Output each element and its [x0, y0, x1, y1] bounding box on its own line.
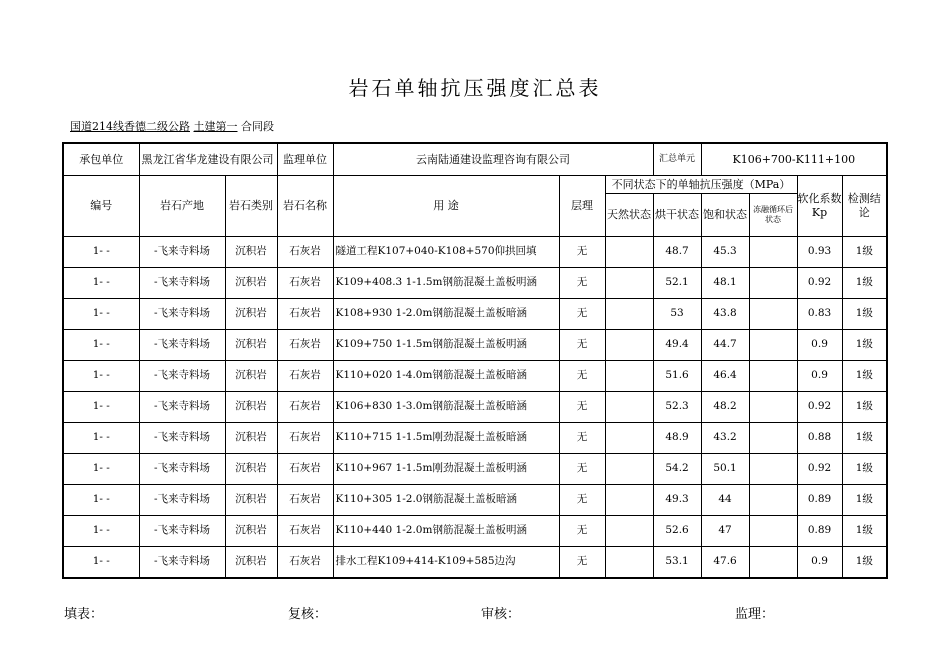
cell-name: 石灰岩: [277, 454, 333, 485]
cell-name: 石灰岩: [277, 330, 333, 361]
cell-natural: [605, 516, 653, 547]
cell-category: 沉积岩: [225, 485, 277, 516]
cell-softening: 0.93: [797, 237, 842, 268]
cell-dry: 52.1: [653, 268, 701, 299]
col-category: 岩石类别: [225, 176, 277, 237]
cell-freeze: [749, 423, 797, 454]
cell-conclusion: 1级: [842, 361, 887, 392]
cell-category: 沉积岩: [225, 423, 277, 454]
project-line: [70, 118, 274, 134]
cell-id: 1- -: [63, 299, 139, 330]
cell-category: 沉积岩: [225, 392, 277, 423]
cell-conclusion: 1级: [842, 454, 887, 485]
cell-conclusion: 1级: [842, 485, 887, 516]
cell-dry: 48.9: [653, 423, 701, 454]
cell-usage: K109+408.3 1-1.5m钢筋混凝土盖板明涵: [333, 268, 559, 299]
cell-natural: [605, 299, 653, 330]
cell-freeze: [749, 237, 797, 268]
cell-usage: 隧道工程K107+040-K108+570仰拱回填: [333, 237, 559, 268]
cell-saturated: 47.6: [701, 547, 749, 579]
cell-natural: [605, 454, 653, 485]
cell-dry: 52.3: [653, 392, 701, 423]
strength-summary-table: [62, 142, 888, 579]
col-dry: 烘干状态: [653, 194, 701, 237]
col-origin: 岩石产地: [139, 176, 225, 237]
cell-origin: -飞来寺料场: [139, 454, 225, 485]
cell-dry: 49.3: [653, 485, 701, 516]
cell-id: 1- -: [63, 485, 139, 516]
cell-softening: 0.92: [797, 454, 842, 485]
cell-conclusion: 1级: [842, 516, 887, 547]
col-softening: 软化系数Kp: [797, 176, 842, 237]
col-saturated: 饱和状态: [701, 194, 749, 237]
cell-dry: 49.4: [653, 330, 701, 361]
cell-natural: [605, 361, 653, 392]
cell-origin: -飞来寺料场: [139, 268, 225, 299]
table-row: [63, 423, 887, 454]
cell-conclusion: 1级: [842, 237, 887, 268]
cell-origin: -飞来寺料场: [139, 237, 225, 268]
column-header-row-1: [63, 176, 887, 194]
cell-name: 石灰岩: [277, 299, 333, 330]
cell-dry: 53: [653, 299, 701, 330]
col-natural: 天然状态: [605, 194, 653, 237]
cell-freeze: [749, 299, 797, 330]
cell-freeze: [749, 485, 797, 516]
cell-softening: 0.89: [797, 485, 842, 516]
cell-layer: 无: [559, 547, 605, 579]
table-row: [63, 392, 887, 423]
cell-softening: 0.89: [797, 516, 842, 547]
table-body: [63, 237, 887, 579]
table-row: [63, 485, 887, 516]
cell-layer: 无: [559, 423, 605, 454]
cell-softening: 0.88: [797, 423, 842, 454]
contractor-label: 承包单位: [63, 143, 139, 176]
cell-category: 沉积岩: [225, 361, 277, 392]
cell-freeze: [749, 547, 797, 579]
table-row: [63, 237, 887, 268]
cell-origin: -飞来寺料场: [139, 516, 225, 547]
cell-freeze: [749, 392, 797, 423]
cell-conclusion: 1级: [842, 330, 887, 361]
project-section: 土建第一: [193, 120, 238, 133]
cell-softening: 0.9: [797, 361, 842, 392]
cell-saturated: 50.1: [701, 454, 749, 485]
cell-id: 1- -: [63, 237, 139, 268]
cell-softening: 0.83: [797, 299, 842, 330]
cell-dry: 53.1: [653, 547, 701, 579]
supervisor-label: 监理单位: [277, 143, 333, 176]
cell-id: 1- -: [63, 516, 139, 547]
cell-freeze: [749, 516, 797, 547]
footer-filler: 填表：: [64, 607, 104, 622]
cell-saturated: 45.3: [701, 237, 749, 268]
cell-dry: 48.7: [653, 237, 701, 268]
cell-softening: 0.92: [797, 268, 842, 299]
cell-saturated: 47: [701, 516, 749, 547]
cell-id: 1- -: [63, 454, 139, 485]
cell-saturated: 48.1: [701, 268, 749, 299]
cell-origin: -飞来寺料场: [139, 485, 225, 516]
cell-saturated: 46.4: [701, 361, 749, 392]
cell-category: 沉积岩: [225, 516, 277, 547]
cell-name: 石灰岩: [277, 268, 333, 299]
cell-saturated: 48.2: [701, 392, 749, 423]
cell-natural: [605, 237, 653, 268]
table-row: [63, 454, 887, 485]
summary-unit-label: 汇总单元: [653, 143, 701, 176]
cell-id: 1- -: [63, 547, 139, 579]
cell-softening: 0.92: [797, 392, 842, 423]
cell-usage: K106+830 1-3.0m钢筋混凝土盖板暗涵: [333, 392, 559, 423]
cell-layer: 无: [559, 299, 605, 330]
cell-saturated: 43.8: [701, 299, 749, 330]
footer-supervisor: 监理：: [735, 607, 775, 622]
cell-layer: 无: [559, 485, 605, 516]
cell-origin: -飞来寺料场: [139, 330, 225, 361]
cell-usage: K110+967 1-1.5m刚劲混凝土盖板明涵: [333, 454, 559, 485]
cell-freeze: [749, 361, 797, 392]
cell-natural: [605, 392, 653, 423]
col-usage: 用 途: [333, 176, 559, 237]
cell-freeze: [749, 330, 797, 361]
cell-name: 石灰岩: [277, 485, 333, 516]
cell-usage: K110+020 1-4.0m钢筋混凝土盖板暗涵: [333, 361, 559, 392]
cell-layer: 无: [559, 392, 605, 423]
cell-usage: K110+305 1-2.0钢筋混凝土盖板暗涵: [333, 485, 559, 516]
project-prefix: 国道214线香德二级公路: [70, 120, 190, 133]
summary-unit-value: K106+700-K111+100: [701, 143, 887, 176]
cell-id: 1- -: [63, 423, 139, 454]
cell-conclusion: 1级: [842, 392, 887, 423]
page-title: 岩石单轴抗压强度汇总表: [348, 76, 602, 100]
cell-saturated: 44.7: [701, 330, 749, 361]
cell-category: 沉积岩: [225, 237, 277, 268]
cell-name: 石灰岩: [277, 547, 333, 579]
cell-natural: [605, 423, 653, 454]
cell-origin: -飞来寺料场: [139, 423, 225, 454]
cell-id: 1- -: [63, 392, 139, 423]
cell-layer: 无: [559, 268, 605, 299]
col-strength-group: 不同状态下的单轴抗压强度（MPa）: [605, 176, 797, 194]
cell-natural: [605, 547, 653, 579]
table-row: [63, 361, 887, 392]
cell-origin: -飞来寺料场: [139, 547, 225, 579]
col-name: 岩石名称: [277, 176, 333, 237]
cell-name: 石灰岩: [277, 516, 333, 547]
footer-reviewer: 复核：: [288, 607, 328, 622]
cell-layer: 无: [559, 237, 605, 268]
cell-usage: 排水工程K109+414-K109+585边沟: [333, 547, 559, 579]
cell-usage: K108+930 1-2.0m钢筋混凝土盖板暗涵: [333, 299, 559, 330]
cell-freeze: [749, 454, 797, 485]
supervisor-value: 云南陆通建设监理咨询有限公司: [333, 143, 653, 176]
col-id: 编号: [63, 176, 139, 237]
cell-category: 沉积岩: [225, 299, 277, 330]
cell-dry: 52.6: [653, 516, 701, 547]
col-conclusion: 检测结论: [842, 176, 887, 237]
cell-origin: -飞来寺料场: [139, 299, 225, 330]
cell-dry: 51.6: [653, 361, 701, 392]
table-row: [63, 516, 887, 547]
cell-category: 沉积岩: [225, 547, 277, 579]
cell-name: 石灰岩: [277, 361, 333, 392]
cell-saturated: 44: [701, 485, 749, 516]
cell-usage: K109+750 1-1.5m钢筋混凝土盖板明涵: [333, 330, 559, 361]
cell-layer: 无: [559, 361, 605, 392]
cell-id: 1- -: [63, 361, 139, 392]
cell-natural: [605, 485, 653, 516]
contractor-value: 黑龙江省华龙建设有限公司: [139, 143, 277, 176]
cell-usage: K110+440 1-2.0m钢筋混凝土盖板明涵: [333, 516, 559, 547]
cell-category: 沉积岩: [225, 454, 277, 485]
cell-softening: 0.9: [797, 547, 842, 579]
col-layer: 层理: [559, 176, 605, 237]
cell-dry: 54.2: [653, 454, 701, 485]
cell-conclusion: 1级: [842, 299, 887, 330]
cell-conclusion: 1级: [842, 547, 887, 579]
table-row: [63, 299, 887, 330]
cell-origin: -飞来寺料场: [139, 392, 225, 423]
col-freeze: 冻融循环后状态: [749, 194, 797, 237]
cell-name: 石灰岩: [277, 423, 333, 454]
cell-freeze: [749, 268, 797, 299]
cell-id: 1- -: [63, 268, 139, 299]
table-row: [63, 268, 887, 299]
cell-layer: 无: [559, 454, 605, 485]
header-info-row: [63, 143, 887, 176]
cell-natural: [605, 330, 653, 361]
cell-category: 沉积岩: [225, 268, 277, 299]
cell-name: 石灰岩: [277, 392, 333, 423]
cell-conclusion: 1级: [842, 268, 887, 299]
project-suffix: 合同段: [241, 120, 274, 133]
table-row: [63, 547, 887, 579]
footer-auditor: 审核：: [481, 607, 521, 622]
cell-conclusion: 1级: [842, 423, 887, 454]
cell-layer: 无: [559, 330, 605, 361]
table-row: [63, 330, 887, 361]
cell-usage: K110+715 1-1.5m刚劲混凝土盖板暗涵: [333, 423, 559, 454]
cell-id: 1- -: [63, 330, 139, 361]
cell-softening: 0.9: [797, 330, 842, 361]
cell-name: 石灰岩: [277, 237, 333, 268]
cell-layer: 无: [559, 516, 605, 547]
cell-origin: -飞来寺料场: [139, 361, 225, 392]
cell-natural: [605, 268, 653, 299]
cell-saturated: 43.2: [701, 423, 749, 454]
cell-category: 沉积岩: [225, 330, 277, 361]
